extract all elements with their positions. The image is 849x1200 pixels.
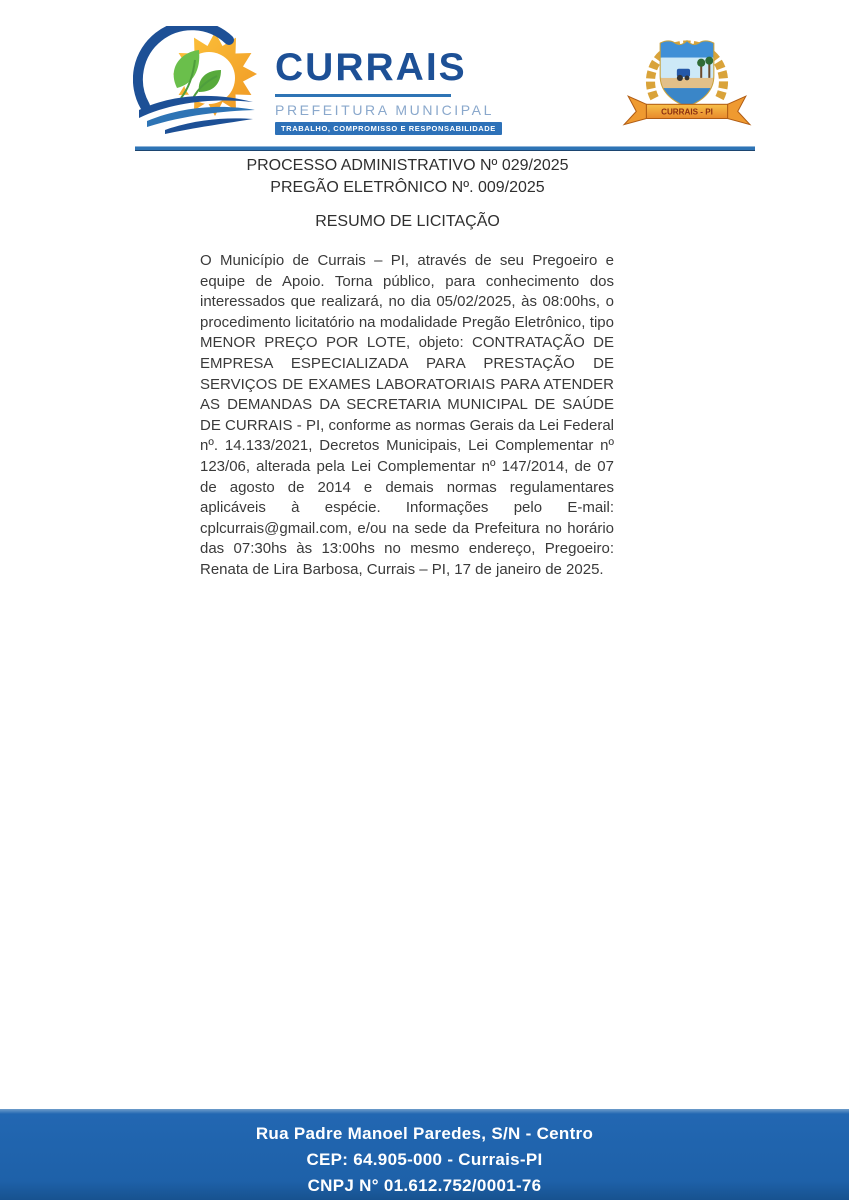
logo-city-name: CURRAIS bbox=[275, 46, 467, 89]
footer-bar bbox=[0, 1109, 849, 1200]
footer-cep: CEP: 64.905-000 - Currais-PI bbox=[306, 1150, 543, 1169]
pregao-number-line: PREGÃO ELETRÔNICO Nº. 009/2025 bbox=[270, 179, 545, 196]
process-number-line: PROCESSO ADMINISTRATIVO Nº 029/2025 bbox=[246, 157, 569, 174]
footer-text-block bbox=[0, 1109, 849, 1199]
logo-text-block bbox=[275, 26, 502, 136]
resumo-title: RESUMO DE LICITAÇÃO bbox=[315, 213, 500, 230]
crest-ribbon-label: CURRAIS - PI bbox=[661, 107, 713, 117]
footer-cnpj: CNPJ N° 01.612.752/0001-76 bbox=[307, 1176, 542, 1195]
coat-of-arms-icon bbox=[616, 30, 758, 136]
logo-rule bbox=[275, 94, 451, 97]
logo-subtitle: PREFEITURA MUNICIPAL bbox=[275, 102, 494, 118]
footer-address: Rua Padre Manoel Paredes, S/N - Centro bbox=[255, 1124, 594, 1143]
title-block bbox=[200, 155, 615, 233]
logo-tagline-badge: TRABALHO, COMPROMISSO E RESPONSABILIDADE bbox=[275, 122, 502, 135]
licitacao-summary-paragraph: O Município de Currais – PI, através de seu Pregoeiro e equipe de Apoio. Torna público, para conhecimento dos interessados que realizará, no dia 05/02/2025, às 08:00hs, o procedimento licitatório na modalidade Pregão Eletrônico, tipo MENOR PREÇO POR LOTE, objeto: CONTRATAÇÃO DE EMPRESA ESPECIALIZADA PARA PRESTAÇÃO DE SERVIÇOS DE EXAMES LABORATORIAIS PARA ATENDER AS DEMANDAS DA SECRETARIA MUNICIPAL DE SAÚDE DE CURRAIS - PI, conforme as normas Gerais da Lei Federal nº. 14.133/2021, Decretos Municipais, Lei Complementar nº 123/06, alterada pela Lei Complementar nº 147/2014, de 07 de agosto de 2014 e demais normas regulamentares aplicáveis à espécie. Informações pelo E-mail: cplcurrais@gmail.com, e/ou na sede da Prefeitura no horário das 07:30hs às 13:00hs no mesmo endereço, Pregoeiro: Renata de Lira Barbosa, Currais – PI, 17 de janeiro de 2025. bbox=[200, 252, 614, 578]
sun-leaf-logo-icon bbox=[133, 26, 263, 136]
header-divider-line bbox=[135, 146, 755, 151]
municipal-logo bbox=[133, 26, 502, 136]
